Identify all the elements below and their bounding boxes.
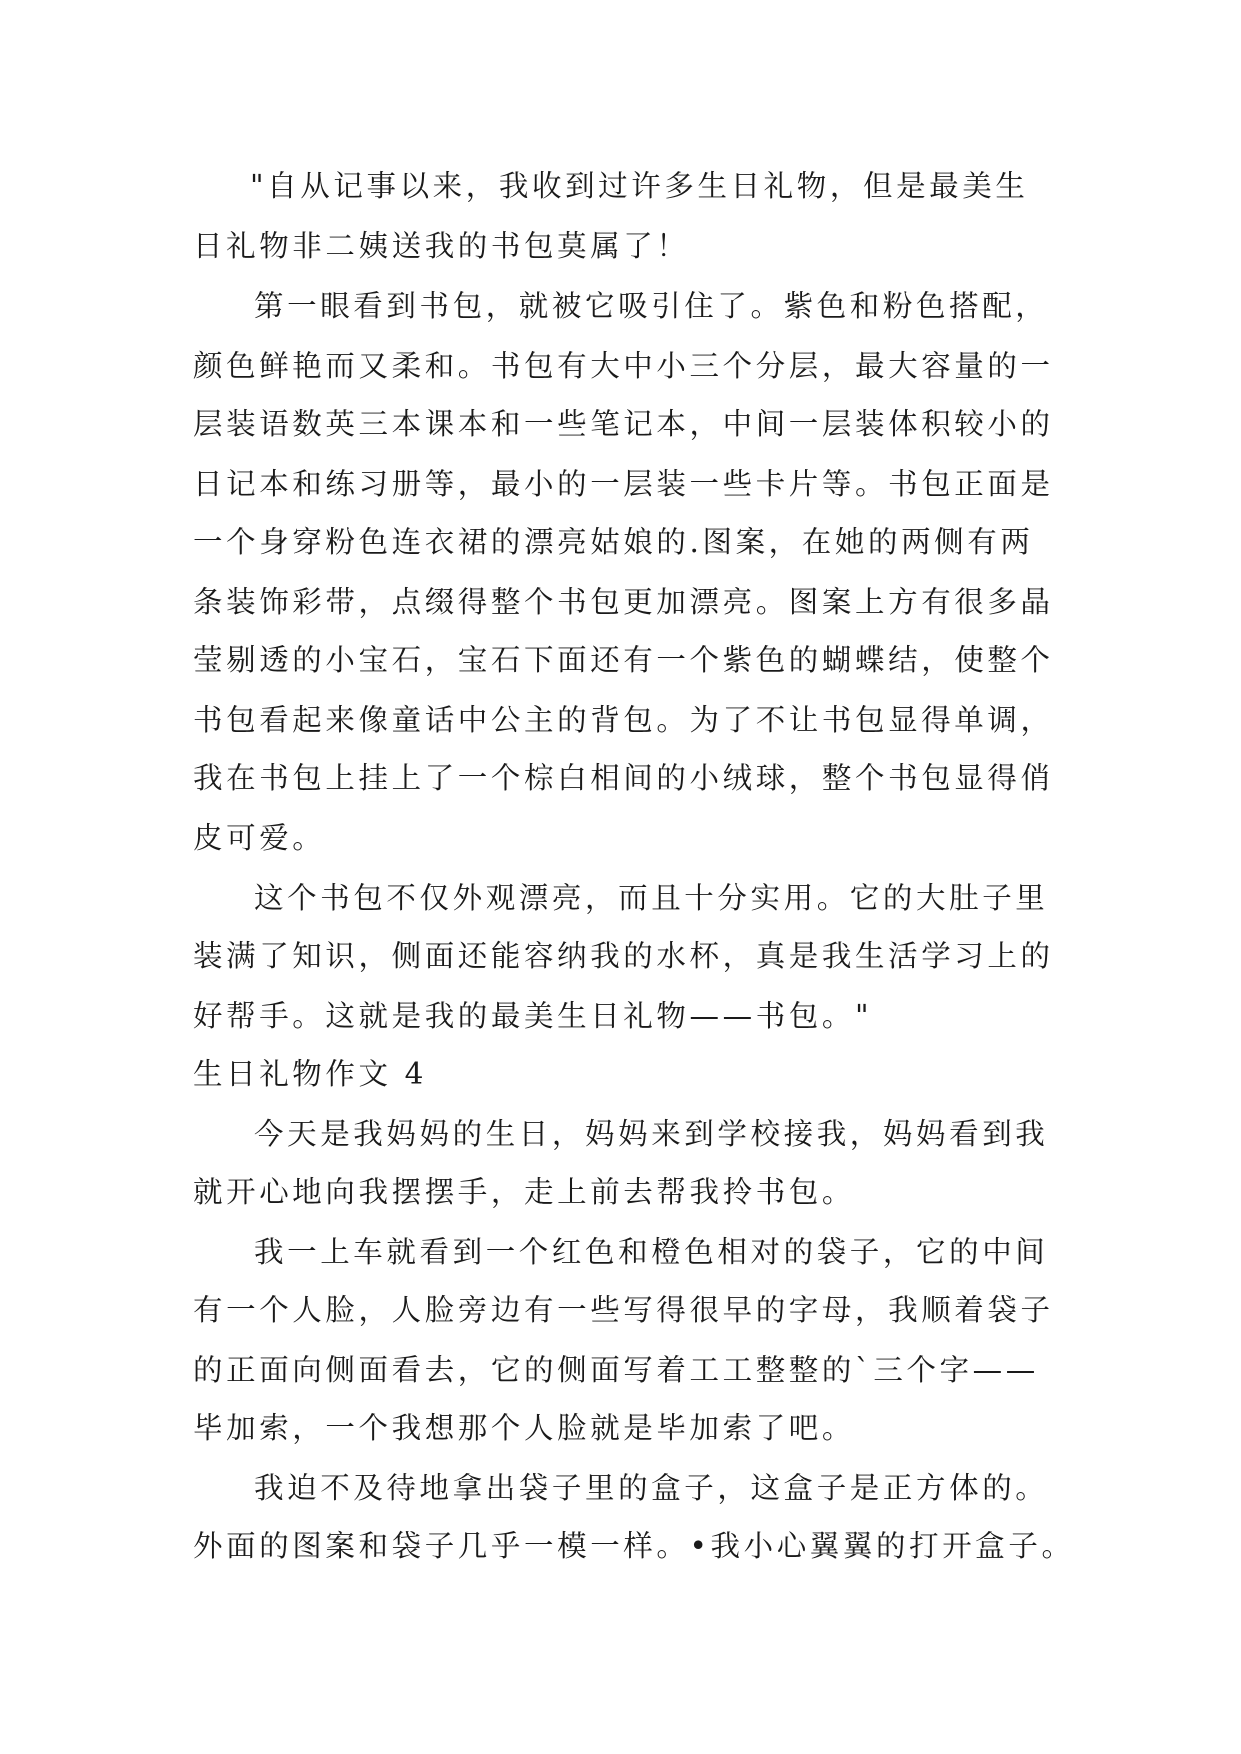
paragraph-line: 日礼物非二姨送我的书包莫属了！ — [193, 229, 690, 263]
paragraph-line: 今天是我妈妈的生日，妈妈来到学校接我，妈妈看到我 — [254, 1117, 1049, 1151]
paragraph-line: 毕加索，一个我想那个人脸就是毕加索了吧。 — [193, 1411, 856, 1445]
paragraph-line: 装满了知识，侧面还能容纳我的水杯，真是我生活学习上的 — [193, 939, 1054, 973]
paragraph-line: 我在书包上挂上了一个棕白相间的小绒球，整个书包显得俏 — [193, 761, 1054, 795]
paragraph-line: 这个书包不仅外观漂亮，而且十分实用。它的大肚子里 — [254, 881, 1049, 915]
paragraph-line: 我一上车就看到一个红色和橙色相对的袋子，它的中间 — [254, 1235, 1049, 1269]
paragraph-line: 层装语数英三本课本和一些笔记本，中间一层装体积较小的 — [193, 407, 1054, 441]
essay-heading: 生日礼物作文 4 — [193, 1057, 427, 1091]
paragraph-line: 第一眼看到书包，就被它吸引住了。紫色和粉色搭配， — [254, 289, 1049, 323]
paragraph-line: 条装饰彩带，点缀得整个书包更加漂亮。图案上方有很多晶 — [193, 585, 1054, 619]
paragraph-line: 颜色鲜艳而又柔和。书包有大中小三个分层，最大容量的一 — [193, 349, 1054, 383]
paragraph-line: 莹剔透的小宝石，宝石下面还有一个紫色的蝴蝶结，使整个 — [193, 643, 1054, 677]
paragraph-line: 有一个人脸，人脸旁边有一些写得很早的字母，我顺着袋子 — [193, 1293, 1054, 1327]
paragraph-line: 的正面向侧面看去，它的侧面写着工工整整的`三个字—— — [193, 1353, 1039, 1387]
paragraph-line: 外面的图案和袋子几乎一模一样。•我小心翼翼的打开盒子。 — [193, 1529, 1075, 1563]
paragraph-line: 就开心地向我摆摆手，走上前去帮我拎书包。 — [193, 1175, 856, 1209]
paragraph-line: "自从记事以来，我收到过许多生日礼物，但是最美生 — [250, 169, 1029, 203]
paragraph-line: 日记本和练习册等，最小的一层装一些卡片等。书包正面是 — [193, 467, 1054, 501]
paragraph-line: 一个身穿粉色连衣裙的漂亮姑娘的.图案，在她的两侧有两 — [193, 525, 1034, 559]
paragraph-line: 书包看起来像童话中公主的背包。为了不让书包显得单调， — [193, 703, 1054, 737]
paragraph-line: 好帮手。这就是我的最美生日礼物——书包。" — [193, 999, 873, 1033]
paragraph-line: 皮可爱。 — [193, 821, 326, 855]
paragraph-line: 我迫不及待地拿出袋子里的盒子，这盒子是正方体的。 — [254, 1471, 1049, 1505]
